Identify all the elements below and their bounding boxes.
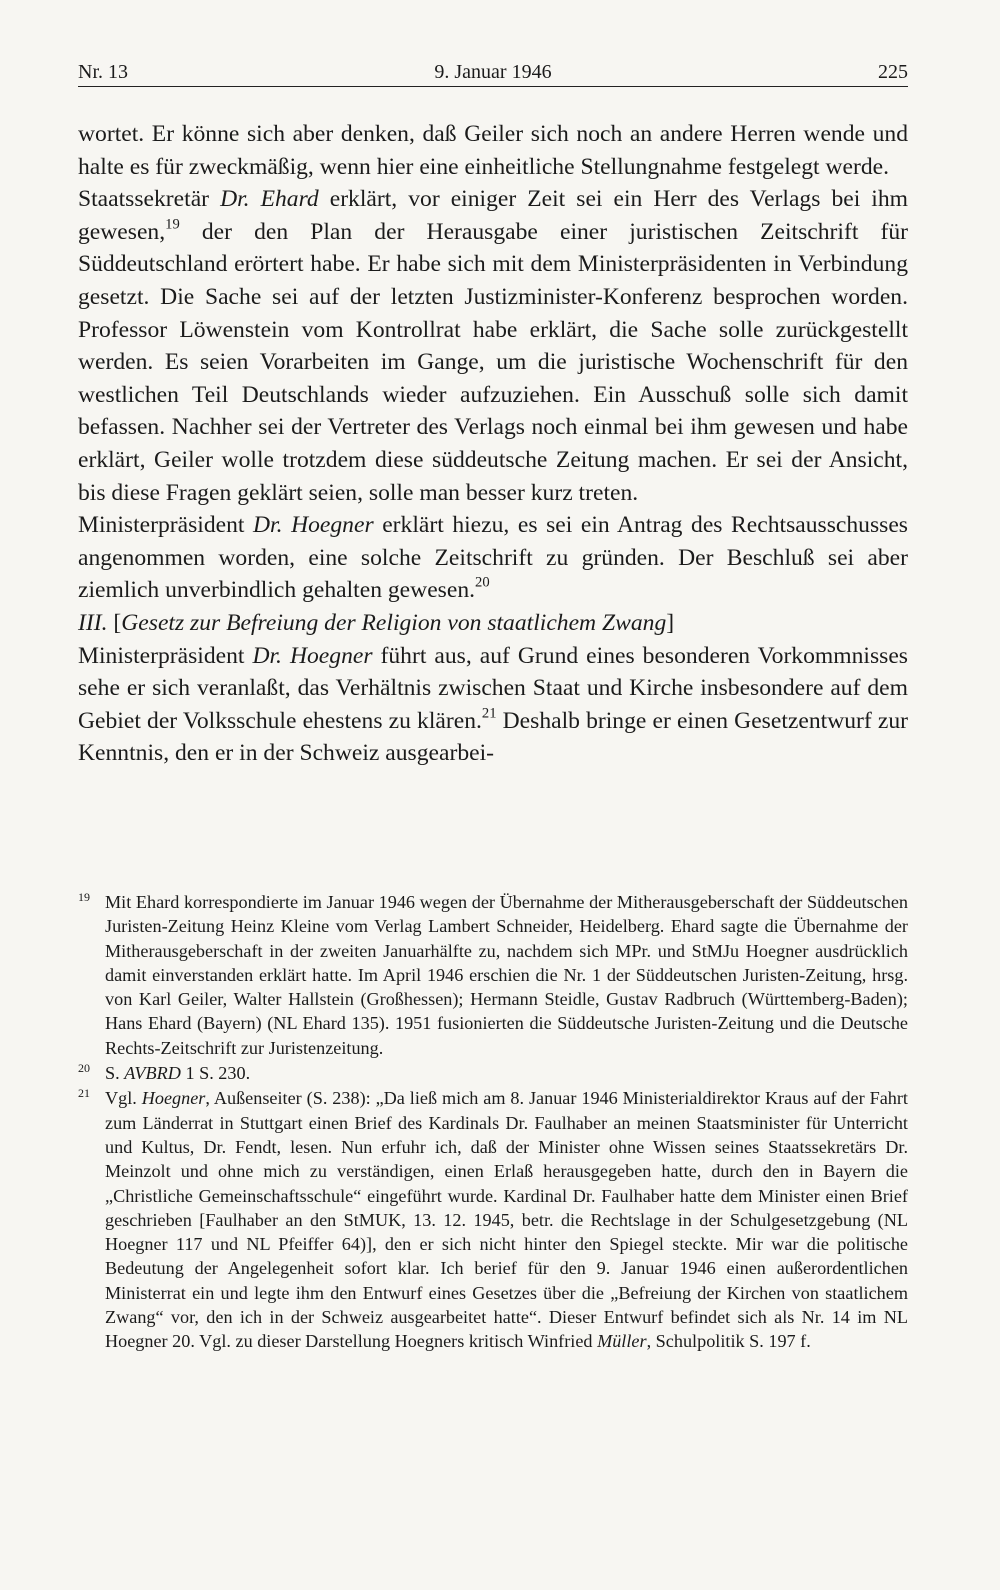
page-number: 225 bbox=[878, 61, 908, 83]
footnote-text: Mit Ehard korrespondierte im Januar 1946 wegen der Übernahme der Mitherausgeberschaft der Süddeutschen Juristen-Zeitung Heinz Kleine vom Verlag Lambert Schneider, Heidelberg. Ehard sagte die Übernahme der Mitherausgeberschaft in der zweiten Januarhälfte zu, nachdem sich MPr. und StMJu Hoegner ausdrücklich damit einverstanden erklärt hatte. Im April 1946 erschien die Nr. 1 der Süddeutschen Juristen-Zeitung, hrsg. von Karl Geiler, Walter Hallstein (Großhessen); Hermann Steidle, Gustav Radbruch (Württemberg-Baden); Hans Ehard (Bayern) (NL Ehard 135). 1951 fusionierten die Süddeutsche Juristen-Zeitung und die Deutsche Rechts-Zeitschrift zur Juristenzeitung. bbox=[105, 892, 908, 1058]
header-date: 9. Januar 1946 bbox=[434, 61, 552, 83]
paragraph-2-text-a: erklärt, vor einiger Zeit sei ein Herr des Verlags bei ihm gewesen, bbox=[78, 186, 908, 245]
footnote-number: 19 bbox=[78, 890, 90, 904]
footnote-italic: AVBRD bbox=[124, 1063, 181, 1084]
paragraph-4 bbox=[78, 640, 908, 770]
paragraph-1: wortet. Er könne sich aber denken, daß Geiler sich noch an andere Herren wende und halte es für zweckmäßig, wenn hier eine einheitliche Stellungnahme festgelegt werde. bbox=[78, 121, 908, 180]
speaker-name: Dr. Hoegner bbox=[253, 512, 374, 539]
section-number: III. bbox=[78, 609, 108, 636]
footnote-ref-21: 21 bbox=[481, 705, 497, 722]
page bbox=[78, 58, 908, 770]
speaker-name: Dr. Ehard bbox=[220, 186, 319, 213]
running-header bbox=[78, 58, 908, 87]
paragraph-3 bbox=[78, 509, 908, 607]
footnotes bbox=[78, 890, 908, 1355]
footnote-ref-20: 20 bbox=[475, 574, 490, 591]
paragraph-4-text-b: Deshalb bringe er einen Gesetzentwurf zur Kenntnis, den er in der Schweiz ausgearbei- bbox=[78, 707, 908, 767]
footnote-21 bbox=[78, 1086, 908, 1353]
paragraph-2-text-b: der den Plan der Herausgabe einer juristischen Zeitschrift für Süddeutschland erörtert habe. Er habe sich mit dem Ministerpräsidenten in Verbindung gesetzt. Die Sache sei auf der letzten Justizminister-Konferenz besprochen worden. Professor Löwenstein vom Kontrollrat habe erklärt, die Sache solle zurückgestellt werden. Es seien Vorarbeiten im Gange, um die juristische Wochenschrift für den westlichen Teil Deutschlands wieder aufzuziehen. Ein Ausschuß solle sich damit befassen. Nachher sei der Vertreter des Verlags noch einmal bei ihm gewesen und habe erklärt, Geiler wolle trotzdem diese süddeutsche Zeitung machen. Er sei der Ansicht, bis diese Fragen geklärt seien, solle man besser kurz treten. bbox=[78, 218, 908, 506]
footnote-text: , Außenseiter (S. 238): „Da ließ mich am 8. Januar 1946 Ministerialdirektor Kraus auf der Fahrt zum Länderrat in Stuttgart einen Brief des Kardinals Dr. Faulhaber an meinen Staatsminister für Unterricht und Kultus, Dr. Fendt, lesen. Nun erfuhr ich, daß der Minister ohne Wissen seines Staatssekretärs Dr. Meinzolt und ohne mich zu verständigen, einen Erlaß herausgegeben hatte, durch den in Bayern die „Christliche Gemeinschaftsschule“ eingeführt wurde. Kardinal Dr. Faulhaber hatte dem Minister einen Brief geschrieben [Faulhaber an den StMUK, 13. 12. 1945, betr. die Rechtslage in der Schulgesetzgebung (NL Hoegner 117 und NL Pfeiffer 64)], den er sich nicht hinter den Spiegel steckte. Mir war die politische Bedeutung der Angelegenheit sofort klar. Ich berief für den 9. Januar 1946 einen außerordentlichen Ministerrat ein und legte ihm den Entwurf eines Gesetzes über die „Befreiung der Kirchen von staatlichem Zwang“ vor, den ich in der Schweiz ausgearbeitet hatte“. Dieser Entwurf befindet sich als Nr. 14 im NL Hoegner 20. Vgl. zu dieser Darstellung Hoegners kritisch Winfried bbox=[105, 1088, 908, 1352]
footnote-19 bbox=[78, 890, 908, 1060]
footnote-text: S. bbox=[105, 1063, 125, 1084]
footnote-italic: Hoegner bbox=[141, 1088, 206, 1109]
paragraph-3-lead: Ministerpräsident bbox=[78, 512, 253, 539]
paragraph-2-lead: Staatssekretär bbox=[78, 186, 221, 213]
footnote-text: 1 S. 230. bbox=[180, 1063, 251, 1084]
footnote-ref-19: 19 bbox=[165, 216, 180, 233]
paragraph-2 bbox=[78, 183, 908, 509]
issue-number: Nr. 13 bbox=[78, 61, 128, 83]
paragraph-4-text-a: führt aus, auf Grund eines besonderen Vorkommnisses sehe er sich veranlaßt, das Verhältnis zwischen Staat und Kirche insbesondere auf dem Gebiet der Volksschule ehestens zu klären. bbox=[78, 642, 908, 734]
paragraph-3-text: erklärt hiezu, es sei ein Antrag des Rechtsausschusses angenommen worden, eine solche Zeitschrift zu gründen. Der Beschluß sei aber ziemlich unverbindlich gehalten gewesen. bbox=[78, 512, 908, 604]
bracket-close: ] bbox=[666, 609, 675, 636]
footnote-text: Vgl. bbox=[105, 1088, 142, 1109]
footnote-number: 21 bbox=[78, 1086, 90, 1101]
section-title: Gesetz zur Befreiung der Religion von staatlichem Zwang bbox=[121, 609, 667, 636]
footnote-text: , Schulpolitik S. 197 f. bbox=[646, 1331, 811, 1352]
footnote-20 bbox=[78, 1061, 908, 1085]
speaker-name: Dr. Hoegner bbox=[252, 642, 373, 669]
section-heading bbox=[78, 607, 908, 640]
footnote-number: 20 bbox=[78, 1061, 90, 1076]
paragraph-4-lead: Ministerpräsident bbox=[78, 642, 253, 669]
bracket-open: [ bbox=[113, 609, 122, 636]
footnote-italic: Müller bbox=[597, 1331, 647, 1352]
main-text bbox=[78, 118, 908, 770]
